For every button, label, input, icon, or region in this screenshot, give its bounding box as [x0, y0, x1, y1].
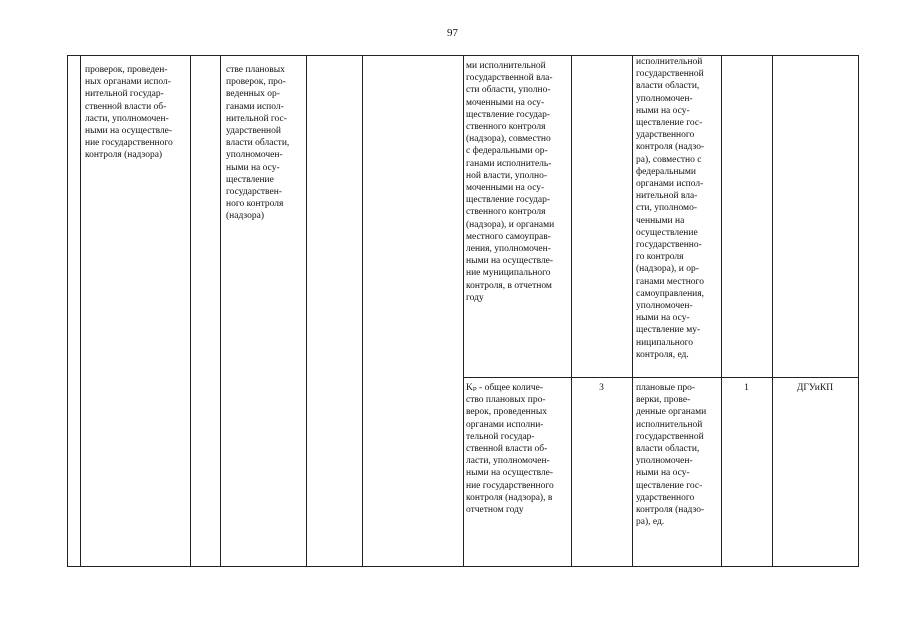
indicator-text-row1: ми исполнительной государственной вла- сти области, уполно- моченными на осу- ществление государ- ственного контроля (надзора), совместно с федеральными ор- ганами исполнитель- ной власти, уполно- моченными на осу- ществление государ- ственного контроля (надзора), и органами местного самоуправ- ления, уполномочен- ными на осуществле- ние муниципального контроля, в отчетном году — [466, 61, 555, 303]
source-text-row2: плановые про- верки, прове- денные органами исполнительной государственной власти области, уполномочен- ными на осу- ществление гос- ударственного контроля (надзо- ра), ед. — [636, 383, 707, 528]
value-cell-row2: 1 — [744, 383, 749, 393]
col-line-11 — [772, 55, 773, 567]
document-table — [67, 55, 859, 567]
col-line-5 — [306, 55, 307, 567]
col-line-3 — [190, 55, 191, 567]
col-line-7 — [463, 55, 464, 567]
criterion-text-cell: проверок, проведен- ных органами испол- нительной государ- ственной власти об- ласти, уполномочен- ными на осуществле- ние государственного контроля (надзора) — [85, 65, 173, 161]
row-separator — [463, 377, 859, 378]
indicator-symbol: Kₚ — [466, 383, 477, 393]
col-line-9 — [632, 55, 633, 567]
col-line-2 — [80, 55, 81, 567]
page-number: 97 — [447, 27, 458, 39]
col-line-4 — [220, 55, 221, 567]
source-text-row1: исполнительной государственной власти области, уполномочен- ными на осу- ществление гос- ударственного контроля (надзо- ра), совместно с федеральными органами испол- нительной вла- сти, уполномо- ченными на осуществление государственно- го контроля (надзора), и ор- ганами местного самоуправления, уполномочен- ными на осу- ществление му- ниципального контроля, ед. — [636, 57, 705, 360]
col-line-6 — [362, 55, 363, 567]
indicator-text-row2 — [466, 382, 570, 516]
col-line-10 — [721, 55, 722, 567]
responsible-cell-row2: ДГУиКП — [796, 383, 834, 393]
formula-text-cell: стве плановых проверок, про- веденных ор- ганами испол- нительной гос- ударственной власти области, уполномочен- ными на осу- ществление государствен- ного контроля (надзора) — [226, 65, 290, 222]
col-line-12 — [858, 55, 859, 567]
indicator-description: - общее количе- ство плановых про- верок, проведенных органами исполни- тельной государ- ственной власти об- ласти, уполномочен- ными на осуществле- ние государственного контроля (надзора), в отчетном году — [466, 383, 554, 516]
number-cell-row2: 3 — [599, 383, 604, 393]
col-line-8 — [571, 55, 572, 567]
col-line-1 — [67, 55, 68, 567]
